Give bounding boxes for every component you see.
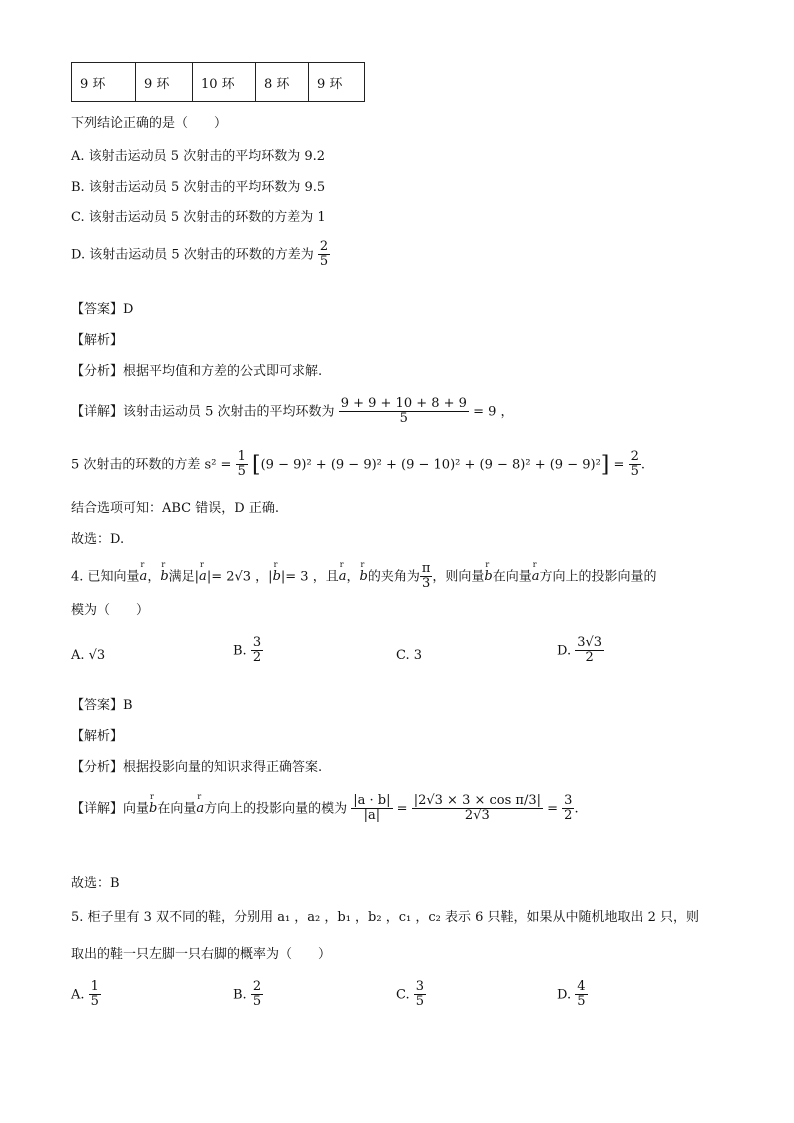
mean-fraction [339,397,469,427]
table-cell: 10 环 [193,63,256,102]
option-label: B. [233,987,247,1003]
q3-choose: 故选：D. [71,532,125,547]
denominator: 5 [252,994,262,1010]
q3-analysis: 【分析】根据平均值和方差的公式即可求解. [71,364,323,379]
period: . [574,801,579,817]
stem-text: 的夹角为 [367,569,420,585]
fraction [318,240,330,270]
fraction [575,980,587,1010]
numerator: 2 [252,979,262,994]
projection-fraction [351,794,392,824]
q4-choose: 故选：B [71,876,120,891]
fraction [251,636,263,666]
option-label: D. [557,987,572,1003]
detail-text: 方向上的投影向量的模为 [204,801,348,817]
table-row [72,63,365,102]
stem-text: |= 2√3 ，| [206,569,273,585]
numerator: 9 + 9 + 10 + 8 + 9 [340,396,467,411]
comma: ， [346,569,360,585]
stem-text: |= 3 ，且 [280,569,339,585]
vector-a: r a [339,569,347,584]
numerator: |a · b| [353,793,391,808]
numerator: |2√3 × 3 × cos π/3| [413,793,541,808]
vector-a: r a [140,569,148,584]
numerator: 4 [577,979,586,994]
denominator: 2 [575,650,604,665]
q4-answer: 【答案】B [71,698,133,713]
q4-jiexi: 【解析】 [71,729,124,744]
q5-option-a [71,980,101,1010]
numerator: π [421,561,431,576]
table-cell: 9 环 [309,63,365,102]
denominator: 5 [415,994,425,1010]
q4-option-b [233,636,263,666]
stem-text: 4. 已知向量 [71,569,140,585]
table-cell: 8 环 [256,63,309,102]
result-fraction [562,794,574,824]
numerator: 3 [252,635,262,650]
q3-option-b: B. 该射击运动员 5 次射击的平均环数为 9.5 [71,180,326,195]
vector-b: r b [273,569,281,584]
equals: = [396,801,408,817]
option-label: B. [233,643,247,659]
q5-stem-line2: 取出的鞋一只左脚一只右脚的概率为（ ） [71,947,332,962]
denominator: 2 [564,808,573,824]
left-bracket: [ [252,452,261,478]
fraction [414,980,426,1010]
option-label: D. [557,643,572,659]
denominator: 5 [90,994,99,1010]
option-label: A. [71,987,85,1003]
q3-stem: 下列结论正确的是（ ） [71,116,228,131]
fraction [89,980,101,1010]
q4-stem-line2: 模为（ ） [71,603,150,618]
fraction [575,636,604,666]
vector-a: r a [199,569,207,584]
detail-text: 【详解】向量 [71,801,150,817]
q5-option-b [233,980,263,1010]
numerator: 3√3 [577,635,603,650]
right-bracket: ] [600,452,610,478]
denominator: 5 [339,411,469,426]
variance-body: (9 − 9)² + (9 − 9)² + (9 − 10)² + (9 − 8)² + (9 − 9)² [260,457,601,473]
detail-text: 在向量 [157,801,197,817]
table-cell: 9 环 [72,63,136,102]
q3-detail-variance: 5 次射击的环数的方差 s² = $\frac{1}{5}$ [(9 − 9)² + (9 − 9)² + (9 − 10)² + (9 − 8)² + (9 − 9)²] = $\frac{2}{5}$ . [71,449,645,480]
q4-option-c: C. 3 [396,648,423,663]
q3-conclusion: 结合选项可知：ABC 错误，D 正确. [71,501,279,516]
denominator: 5 [630,464,639,480]
angle-fraction [420,562,433,592]
denominator: 3 [420,576,433,591]
option-text: D. 该射击运动员 5 次射击的环数的方差为 [71,247,314,263]
detail-prefix: 【详解】该射击运动员 5 次射击的平均环数为 [71,404,335,420]
numerator: 2 [630,449,639,464]
mean-result: = 9 ， [473,404,514,420]
computed-fraction [412,794,543,824]
equals: = [613,457,625,473]
variance-fraction [629,450,641,480]
option-label: C. [396,987,410,1003]
q3-option-d [71,240,330,270]
denominator: |a| [351,808,392,823]
numerator: 3 [564,793,573,808]
vector-b: r b [359,569,367,584]
q4-analysis: 【分析】根据投影向量的知识求得正确答案. [71,760,323,775]
numerator: 1 [90,979,99,994]
stem-text: 在向量 [492,569,532,585]
q4-option-a: A. √3 [71,648,106,663]
variance-prefix: 5 次射击的环数的方差 s² = [71,457,232,473]
q3-jiexi: 【解析】 [71,333,124,348]
q5-option-c [396,980,426,1010]
numerator: 1 [237,449,246,464]
numerator: 2 [319,239,329,254]
score-table [71,62,365,102]
vector-b: r b [484,569,492,584]
q5-stem-line1: 5. 柜子里有 3 双不同的鞋，分别用 a₁ ，a₂ ，b₁ ，b₂ ，c₁ ，c₂ 表示 6 只鞋，如果从中随机地取出 2 只，则 [71,910,700,925]
q4-option-d [557,636,604,666]
vector-b: r b [149,801,157,816]
denominator: 5 [237,464,246,480]
table-cell: 9 环 [136,63,193,102]
q3-answer: 【答案】D [71,302,134,317]
vector-b: r b [160,569,168,584]
q3-detail-mean [71,397,514,427]
denominator: 2√3 [412,808,543,823]
stem-text: 方向上的投影向量的 [539,569,657,585]
denominator: 5 [577,994,586,1010]
vector-a: r a [532,569,540,584]
q5-option-d [557,980,588,1010]
stem-text: ，则向量 [432,569,485,585]
q4-stem-line1 [71,562,657,592]
fraction [251,980,263,1010]
vector-a: r a [196,801,204,816]
q4-detail [71,794,579,824]
q3-option-a: A. 该射击运动员 5 次射击的平均环数为 9.2 [71,149,325,164]
q3-option-c: C. 该射击运动员 5 次射击的环数的方差为 1 [71,210,326,225]
stem-text: 满足| [168,569,200,585]
denominator: 2 [252,650,262,666]
numerator: 3 [415,979,425,994]
coef-fraction [236,450,248,480]
comma: ， [147,569,161,585]
equals: = [547,801,559,817]
denominator: 5 [319,254,329,270]
